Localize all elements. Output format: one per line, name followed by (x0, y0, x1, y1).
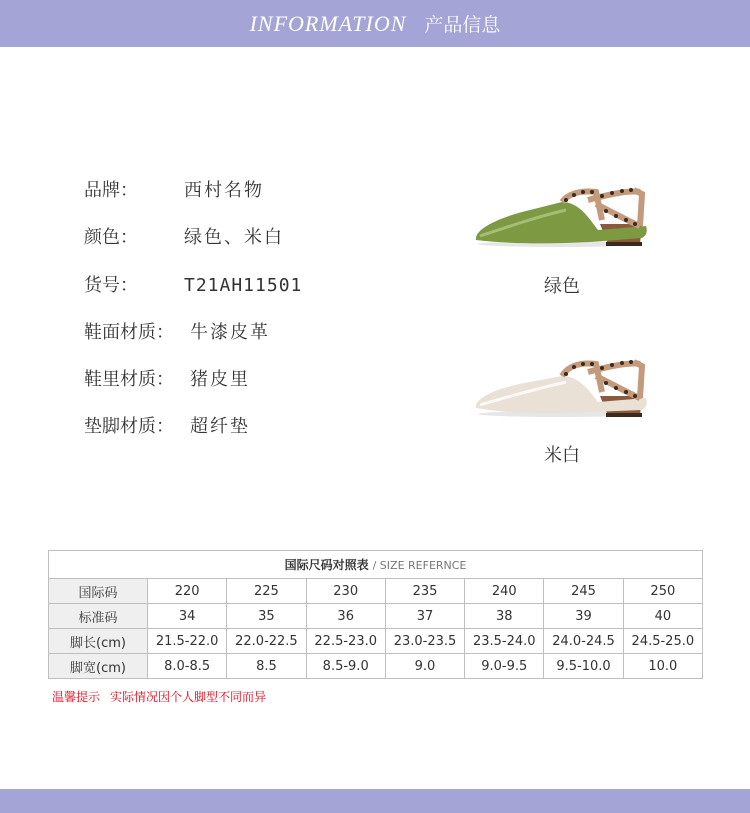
table-cell: 9.5-10.0 (544, 654, 623, 679)
info-value: 绿色、米白 (184, 227, 284, 248)
table-cell: 235 (385, 579, 464, 604)
shoe-image-green (470, 180, 650, 252)
table-cell: 24.0-24.5 (544, 629, 623, 654)
table-row (49, 579, 703, 604)
table-cell: 225 (227, 579, 306, 604)
header-title-cn: 产品信息 (424, 14, 501, 36)
info-value: 牛漆皮革 (190, 322, 270, 343)
table-cell: 220 (148, 579, 227, 604)
shoe-image-offwhite (470, 350, 650, 422)
table-cell: 230 (306, 579, 385, 604)
table-row (49, 629, 703, 654)
info-label: 垫脚材质： (84, 416, 174, 437)
info-row-insole-material (84, 415, 250, 439)
table-cell: 38 (465, 604, 544, 629)
info-row-sku (84, 274, 302, 298)
table-cell: 10.0 (623, 654, 702, 679)
size-table-title (49, 551, 703, 579)
size-table-title-en: / SIZE REFERNCE (372, 559, 467, 572)
row-header: 脚长(cm) (49, 629, 148, 654)
size-table-title-cn: 国际尺码对照表 (284, 558, 369, 572)
table-cell: 9.0-9.5 (465, 654, 544, 679)
info-label: 货号： (84, 275, 138, 296)
info-value: 超纤垫 (190, 416, 250, 437)
info-row-lining-material (84, 368, 250, 392)
table-cell: 36 (306, 604, 385, 629)
size-table (48, 550, 703, 679)
info-value: 猪皮里 (190, 369, 250, 390)
row-header: 标准码 (49, 604, 148, 629)
table-cell: 23.0-23.5 (385, 629, 464, 654)
table-row (49, 654, 703, 679)
table-cell: 250 (623, 579, 702, 604)
table-cell: 39 (544, 604, 623, 629)
note-text: 实际情况因个人脚型不同而异 (110, 690, 267, 704)
table-cell: 8.5-9.0 (306, 654, 385, 679)
table-cell: 245 (544, 579, 623, 604)
row-header: 国际码 (49, 579, 148, 604)
table-cell: 22.5-23.0 (306, 629, 385, 654)
info-row-color (84, 226, 284, 250)
table-cell: 40 (623, 604, 702, 629)
table-cell: 8.0-8.5 (148, 654, 227, 679)
table-cell: 23.5-24.0 (465, 629, 544, 654)
header-title-en: INFORMATION (249, 10, 407, 36)
row-header: 脚宽(cm) (49, 654, 148, 679)
table-cell: 240 (465, 579, 544, 604)
footer-banner (0, 789, 750, 813)
size-note (52, 688, 266, 705)
table-cell: 34 (148, 604, 227, 629)
shoe-caption-green: 绿色 (544, 276, 580, 297)
info-label: 颜色： (84, 227, 138, 248)
table-cell: 9.0 (385, 654, 464, 679)
table-cell: 24.5-25.0 (623, 629, 702, 654)
info-label: 鞋面材质： (84, 322, 174, 343)
info-row-upper-material (84, 321, 270, 345)
info-row-brand (84, 179, 264, 203)
table-cell: 21.5-22.0 (148, 629, 227, 654)
info-value: T21AH11501 (184, 275, 303, 296)
table-cell: 37 (385, 604, 464, 629)
table-row (49, 604, 703, 629)
info-value: 西村名物 (184, 180, 264, 201)
info-label: 品牌： (84, 180, 138, 201)
shoe-caption-offwhite: 米白 (544, 445, 580, 466)
info-label: 鞋里材质： (84, 369, 174, 390)
table-cell: 8.5 (227, 654, 306, 679)
table-cell: 35 (227, 604, 306, 629)
table-cell: 22.0-22.5 (227, 629, 306, 654)
note-prefix: 温馨提示 (52, 690, 101, 704)
header-banner (0, 0, 750, 47)
size-table-title-row (49, 551, 703, 579)
